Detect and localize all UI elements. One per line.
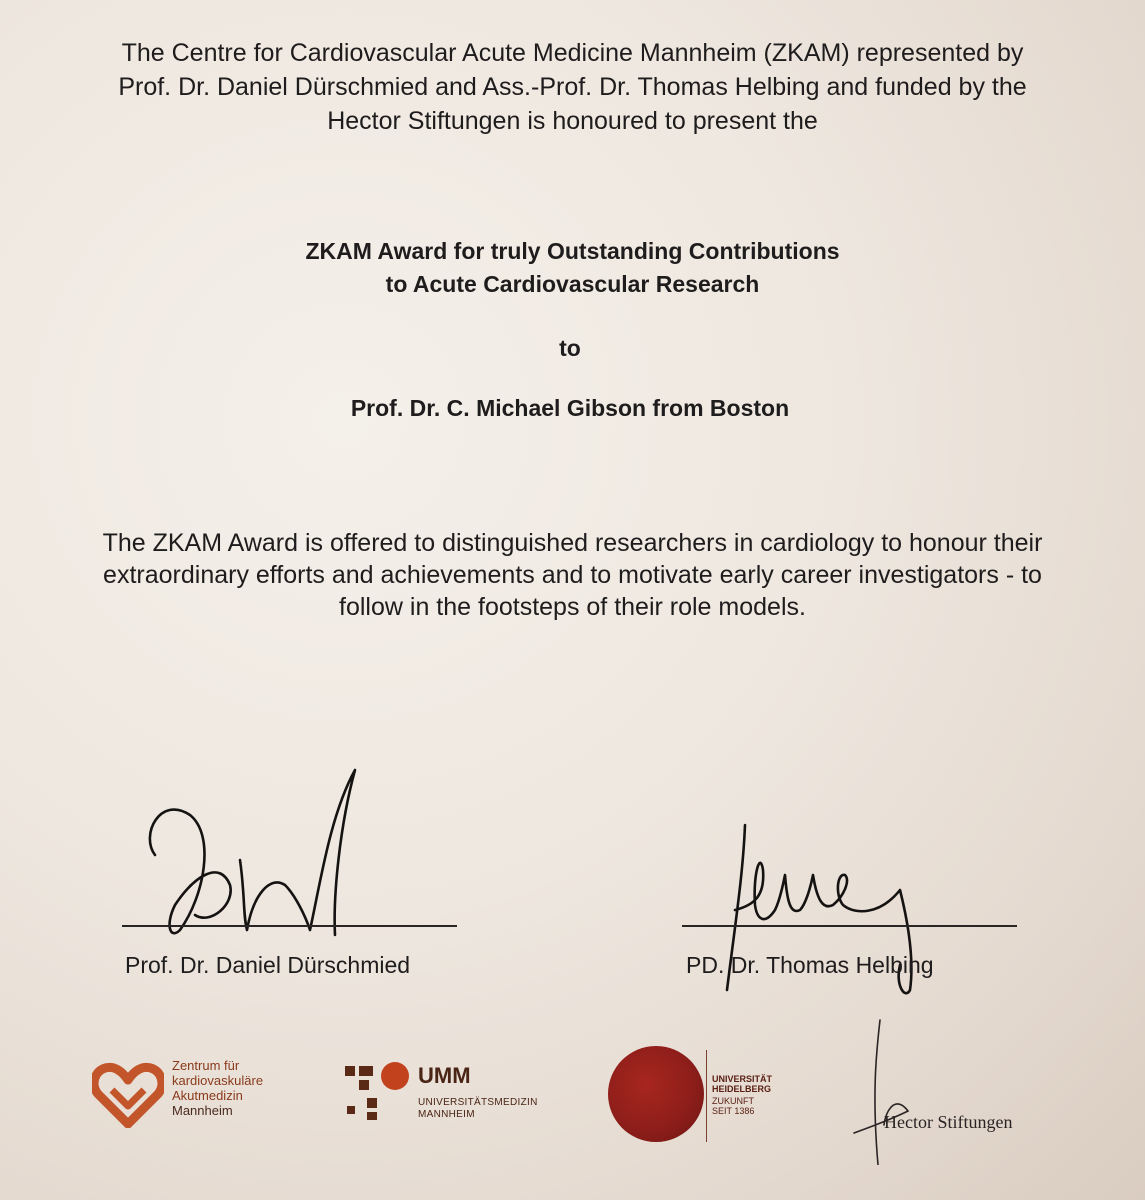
zkam-line-3: Akutmedizin [172,1088,243,1103]
umm-logo-icon [345,1062,415,1122]
heidelberg-line-4: SEIT 1386 [712,1106,755,1116]
heidelberg-line-1: UNIVERSITÄT [712,1074,773,1084]
left-signature [135,765,365,945]
umm-line-2: MANNHEIM [418,1109,475,1120]
hector-stiftungen-text: Hector Stiftungen [884,1112,1013,1132]
left-signatory-name: Prof. Dr. Daniel Dürschmied [125,952,411,978]
heidelberg-line-2: HEIDELBERG [712,1084,772,1094]
intro-line-2: Prof. Dr. Daniel Dürschmied and Ass.-Prof. Dr. Thomas Helbing and funded by the [118,73,1027,101]
left-signature-line [122,925,457,927]
right-signature-line [682,925,1017,927]
award-title-line-1: ZKAM Award for truly Outstanding Contributions [305,238,840,264]
intro-paragraph [20,36,1125,138]
description-line-2: extraordinary efforts and achievements and to motivate early career investigators - to [103,561,1042,589]
right-signatory-name: PD. Dr. Thomas Helbing [686,952,934,978]
heidelberg-divider [706,1050,707,1142]
award-to-word: to [559,335,581,361]
award-recipient: Prof. Dr. C. Michael Gibson from Boston [350,395,790,421]
award-description [10,527,1135,623]
zkam-line-2: kardiovaskuläre [172,1073,264,1088]
hector-flourish-icon [850,1015,920,1165]
heidelberg-line-3: ZUKUNFT [712,1096,754,1106]
description-line-3: follow in the footsteps of their role models. [339,593,806,621]
intro-line-3: Hector Stiftungen is honoured to present the [327,107,818,135]
umm-logo-text [418,1097,538,1121]
description-line-1: The ZKAM Award is offered to distinguished researchers in cardiology to honour their [102,529,1043,557]
umm-line-1: UNIVERSITÄTSMEDIZIN [418,1097,538,1108]
heidelberg-seal-icon [608,1046,704,1142]
zkam-line-1: Zentrum für [172,1058,240,1073]
award-title-line-2: to Acute Cardiovascular Research [385,271,760,297]
zkam-line-4: Mannheim [172,1103,233,1118]
heidelberg-logo-text [712,1074,772,1116]
zkam-heart-logo-icon [92,1060,164,1128]
zkam-logo-text [172,1058,263,1118]
intro-line-1: The Centre for Cardiovascular Acute Medicine Mannheim (ZKAM) represented by [121,39,1024,67]
umm-acronym: UMM [418,1063,471,1088]
award-title [0,235,1145,301]
